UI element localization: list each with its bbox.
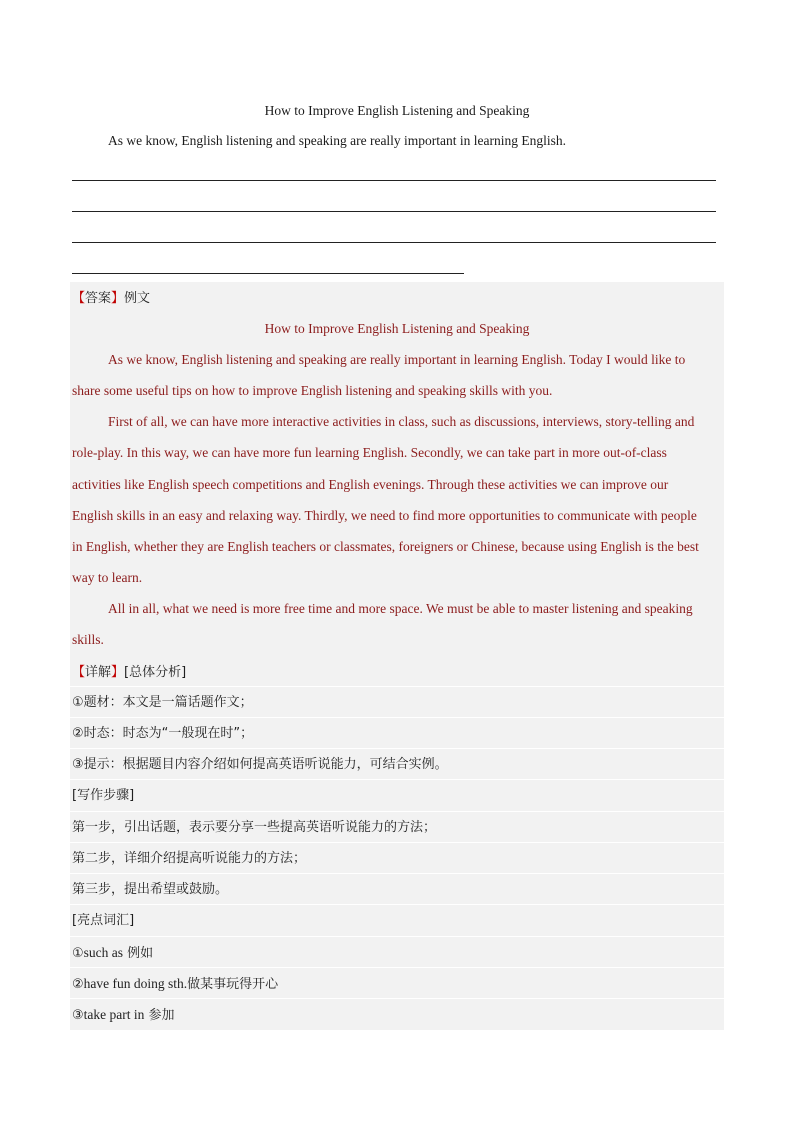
vocab-heading — [70, 905, 724, 936]
vocab-en: have fun doing sth. — [83, 976, 188, 991]
essay-line-text: As we know, English listening and speaking are really important in learning English. Today I would like to — [108, 352, 686, 367]
answer-line-1 — [72, 180, 716, 181]
item-number: ① — [72, 946, 84, 961]
item-number: ① — [72, 695, 84, 710]
essay-line-text: share some useful tips on how to improve English listening and speaking skills with you. — [72, 383, 553, 398]
step-item — [70, 812, 724, 843]
answer-label-close: 】 — [111, 291, 125, 306]
item-number: ③ — [72, 757, 84, 772]
essay-line — [70, 469, 724, 500]
essay-line-text: activities like English speech competitions and English evenings. Through these activities we can improve our — [72, 477, 669, 492]
essay-title: How to Improve English Listening and Speaking — [264, 321, 530, 336]
essay-line — [70, 531, 724, 562]
item-number: ② — [72, 726, 84, 741]
vocab-cn: 例如 — [123, 946, 154, 961]
vocab-item — [70, 937, 724, 968]
vocab-item — [70, 999, 724, 1030]
analysis-label: 详解 — [85, 665, 112, 680]
overview-item — [70, 687, 724, 718]
question-title: How to Improve English Listening and Speaking — [264, 103, 530, 118]
step-item — [70, 874, 724, 905]
item-text: 提示：根据题目内容介绍如何提高英语听说能力，可结合实例。 — [83, 757, 448, 772]
essay-line — [70, 437, 724, 468]
answer-label-suffix: 例文 — [124, 291, 151, 306]
analysis-label-suffix: [总体分析] — [124, 665, 187, 680]
answer-panel — [70, 282, 724, 1030]
essay-line — [70, 500, 724, 531]
essay-line — [70, 406, 724, 437]
answer-line-4 — [72, 273, 464, 274]
question-intro: As we know, English listening and speaking are really important in learning English. — [108, 133, 567, 148]
essay-line — [70, 375, 724, 406]
essay-line-text: skills. — [72, 632, 104, 647]
step-item — [70, 843, 724, 874]
answer-label: 答案 — [85, 291, 112, 306]
vocab-item — [70, 968, 724, 999]
essay-line-text: in English, whether they are English teachers or classmates, foreigners or Chinese, because using English is the best — [72, 539, 699, 554]
vocab-en: such as — [83, 945, 124, 960]
essay-line — [70, 624, 724, 655]
item-text: 题材：本文是一篇话题作文； — [83, 695, 253, 710]
item-text: 时态：时态为“一般现在时”； — [83, 726, 254, 741]
essay-line — [70, 593, 724, 624]
vocab-en: take part in — [83, 1007, 145, 1022]
answer-label-row — [70, 282, 724, 313]
answer-label-open: 【 — [72, 291, 86, 306]
overview-item — [70, 749, 724, 780]
essay-line-text: All in all, what we need is more free time and more space. We must be able to master listening and speaking — [108, 601, 693, 616]
item-number: ③ — [72, 1008, 84, 1023]
step-text: 第三步，提出希望或鼓励。 — [72, 882, 229, 897]
step-text: 第一步，引出话题，表示要分享一些提高英语听说能力的方法； — [72, 820, 437, 835]
answer-line-2 — [72, 211, 716, 212]
analysis-label-open: 【 — [72, 665, 86, 680]
analysis-label-row — [70, 656, 724, 687]
essay-line — [70, 344, 724, 375]
vocab-cn: 做某事玩得开心 — [187, 977, 279, 992]
essay-line-text: way to learn. — [72, 570, 143, 585]
essay-line-text: role-play. In this way, we can have more fun learning English. Secondly, we can take part in more out-of-class — [72, 445, 667, 460]
steps-heading — [70, 780, 724, 811]
essay-line — [70, 562, 724, 593]
item-number: ② — [72, 977, 84, 992]
vocab-cn: 参加 — [144, 1008, 175, 1023]
steps-heading-text: [写作步骤] — [72, 788, 135, 803]
analysis-label-close: 】 — [111, 665, 125, 680]
essay-line-text: First of all, we can have more interactive activities in class, such as discussions, interviews, story-telling and — [108, 414, 695, 429]
vocab-heading-text: [亮点词汇] — [72, 913, 135, 928]
answer-line-3 — [72, 242, 716, 243]
step-text: 第二步，详细介绍提高听说能力的方法； — [72, 851, 307, 866]
essay-line-text: English skills in an easy and relaxing way. Thirdly, we need to find more opportunities to communicate with people — [72, 508, 697, 523]
overview-item — [70, 718, 724, 749]
